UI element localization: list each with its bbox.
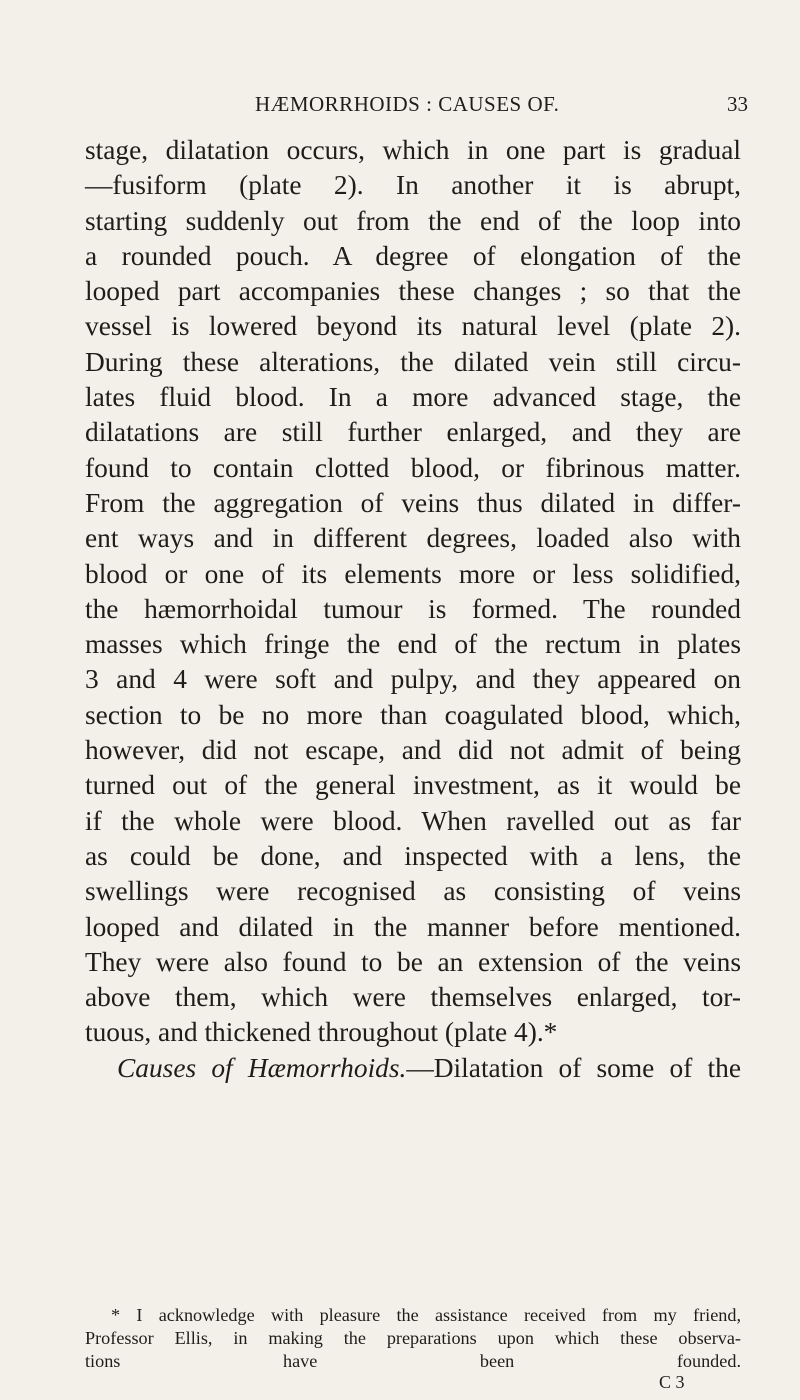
- text-line: a rounded pouch. A degree of elongation of the: [85, 240, 741, 271]
- running-head: HÆMORRHOIDS : CAUSES OF.: [255, 92, 560, 116]
- text-line: as could be done, and inspected with a lens, the: [85, 840, 741, 871]
- text-line: looped part accompanies these changes ; so that the: [85, 276, 741, 307]
- body-paragraph: [85, 133, 741, 1086]
- text-line: blood or one of its elements more or less solidified,: [85, 558, 741, 589]
- text-line: dilatations are still further enlarged, and they are: [85, 417, 741, 448]
- text-line: tuous, and thickened throughout (plate 4).*: [85, 1017, 558, 1048]
- text-line: however, did not escape, and did not admit of being: [85, 735, 741, 766]
- page-number: 33: [727, 92, 748, 116]
- text-line: lates fluid blood. In a more advanced stage, the: [85, 382, 741, 413]
- text-line: During these alterations, the dilated vein still circu-: [85, 346, 741, 377]
- footnote-line: tions have been founded.: [85, 1351, 741, 1371]
- text-line: section to be no more than coagulated blood, which,: [85, 699, 741, 730]
- text-line: stage, dilatation occurs, which in one part is gradual: [85, 135, 741, 165]
- text-line: —fusiform (plate 2). In another it is abrupt,: [85, 170, 741, 201]
- text-line: From the aggregation of veins thus dilated in differ-: [85, 487, 741, 518]
- text-line: starting suddenly out from the end of the loop into: [85, 205, 741, 236]
- text-line: They were also found to be an extension of the veins: [85, 946, 741, 977]
- footnote-line: * I acknowledge with pleasure the assistance received from my friend,: [111, 1305, 741, 1325]
- text-line: vessel is lowered beyond its natural level (plate 2).: [85, 311, 741, 342]
- section-heading-title: Causes of Hæmorrhoids.: [117, 1052, 407, 1083]
- text-line: found to contain clotted blood, or fibrinous matter.: [85, 452, 741, 483]
- text-line: the hæmorrhoidal tumour is formed. The rounded: [85, 593, 741, 624]
- text-line: above them, which were themselves enlarged, tor-: [85, 982, 741, 1013]
- text-line: ent ways and in different degrees, loaded also with: [85, 523, 741, 554]
- text-line: masses which fringe the end of the rectum in plates: [85, 629, 741, 660]
- text-line: 3 and 4 were soft and pulpy, and they appeared on: [85, 664, 741, 695]
- section-heading-line: [85, 1051, 741, 1086]
- footnote: [85, 1304, 741, 1373]
- text-line: if the whole were blood. When ravelled out as far: [85, 805, 741, 836]
- footnote-line: Professor Ellis, in making the preparations upon which these observa-: [85, 1328, 741, 1348]
- text-line: looped and dilated in the manner before mentioned.: [85, 911, 741, 942]
- signature-mark: C 3: [659, 1372, 685, 1392]
- text-line: swellings were recognised as consisting of veins: [85, 876, 741, 907]
- section-heading-text: —Dilatation of some of the: [406, 1052, 741, 1083]
- text-line: turned out of the general investment, as it would be: [85, 770, 741, 801]
